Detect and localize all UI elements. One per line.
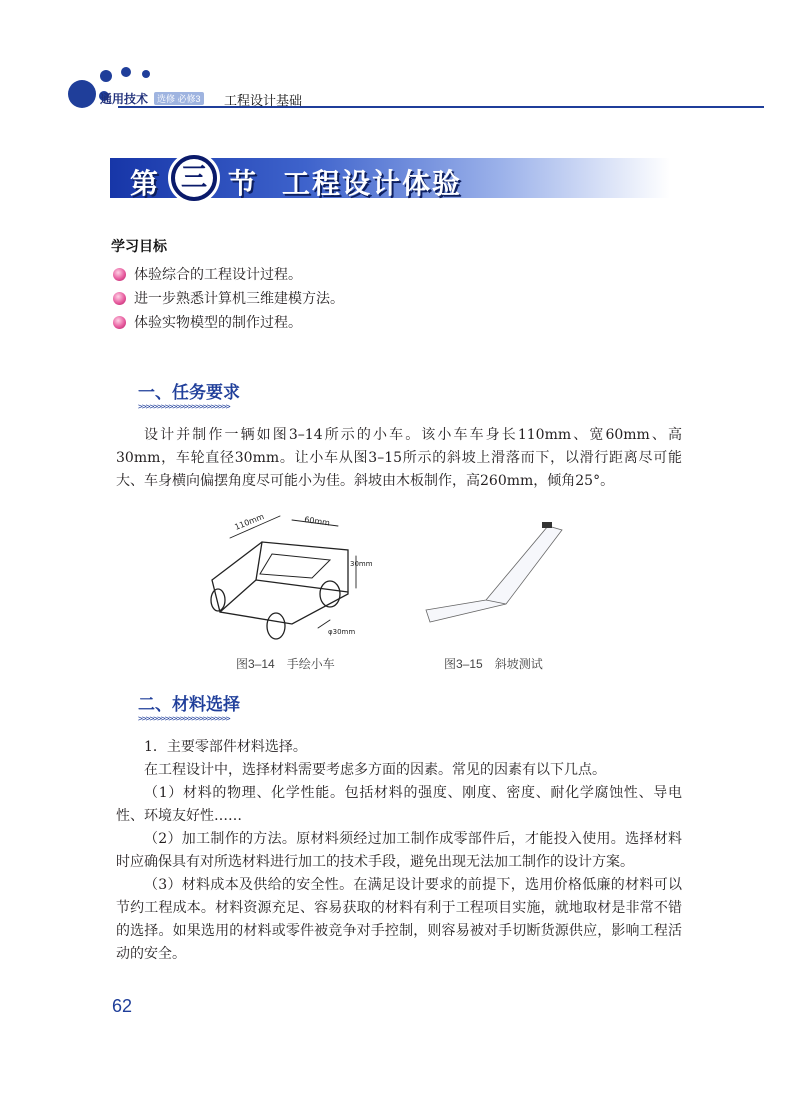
figure-3-15-caption: 图3–15 斜坡测试 bbox=[444, 657, 543, 671]
banner-title: 工程设计体验 bbox=[282, 167, 463, 200]
section2-paragraph-5: （3）材料成本及供给的安全性。在满足设计要求的前提下，选用价格低廉的材料可以节约工程成本。材料资源充足、容易获取的材料有利于工程项目实施，就地取材是非常不错的选择。如果选用的材料或零件被竞争对手控制，则容易被对手切断货源供应，影响工程活动的安全。 bbox=[116, 877, 682, 962]
section2-paragraph-4: （2）加工制作的方法。原材料须经过加工制作成零部件后，才能投入使用。选择材料时应确保具有对所选材料进行加工的技术手段，避免出现无法加工制作的设计方案。 bbox=[116, 831, 682, 870]
list-item: 进一步熟悉计算机三维建模方法。 bbox=[113, 286, 344, 310]
section1-arrows: >>>>>>>>>>>>>>>>>>>>>>>> bbox=[138, 402, 230, 411]
banner-prefix: 第 bbox=[130, 167, 161, 200]
figure-3-14-caption: 图3–14 手绘小车 bbox=[236, 657, 335, 671]
car-model-icon bbox=[542, 522, 552, 528]
bullet-icon bbox=[113, 268, 126, 281]
car-sketch-figure bbox=[200, 508, 380, 648]
banner-number: 三 bbox=[175, 159, 213, 197]
sketch-width-label: 60mm bbox=[303, 515, 331, 528]
objectives-list bbox=[113, 262, 344, 334]
header-rule bbox=[118, 106, 764, 108]
section1-heading: 一、任务要求 bbox=[138, 383, 240, 403]
banner-number-circle bbox=[168, 152, 220, 204]
header-book-title: 通用技术 bbox=[100, 92, 149, 106]
sketch-diameter-label: φ30mm bbox=[328, 628, 356, 636]
section1-paragraph: 设计并制作一辆如图3–14所示的小车。该小车车身长110mm、宽60mm、高30mm，车轮直径30mm。让小车从图3–15所示的斜坡上滑落而下，以滑行距离尽可能大、车身横向偏摆角度尽可能小为佳。斜坡由木板制作，高260mm，倾角25°。 bbox=[116, 427, 682, 489]
sketch-height-label: 30mm bbox=[350, 560, 373, 568]
banner-suffix: 节 bbox=[228, 167, 259, 200]
section2-paragraph-1: 1．主要零部件材料选择。 bbox=[144, 739, 307, 755]
page-number: 62 bbox=[112, 996, 133, 1016]
slope-test-figure bbox=[414, 514, 574, 630]
section-banner bbox=[110, 152, 670, 204]
section2-heading: 二、材料选择 bbox=[138, 695, 240, 715]
section2-paragraph-2: 在工程设计中，选择材料需要考虑多方面的因素。常见的因素有以下几点。 bbox=[144, 762, 606, 778]
bullet-icon bbox=[113, 292, 126, 305]
list-item: 体验综合的工程设计过程。 bbox=[113, 262, 344, 286]
section2-paragraph-3: （1）材料的物理、化学性能。包括材料的强度、刚度、密度、耐化学腐蚀性、导电性、环境友好性…… bbox=[116, 785, 682, 824]
header-series-badge: 选修 必修3 bbox=[154, 92, 204, 105]
sketch-length-label: 110mm bbox=[233, 511, 266, 532]
header-chapter-title: 工程设计基础 bbox=[224, 93, 303, 108]
objectives-title: 学习目标 bbox=[111, 239, 167, 255]
section2-arrows: >>>>>>>>>>>>>>>>>>>>>>>> bbox=[138, 714, 230, 723]
bullet-icon bbox=[113, 316, 126, 329]
list-item: 体验实物模型的制作过程。 bbox=[113, 310, 344, 334]
